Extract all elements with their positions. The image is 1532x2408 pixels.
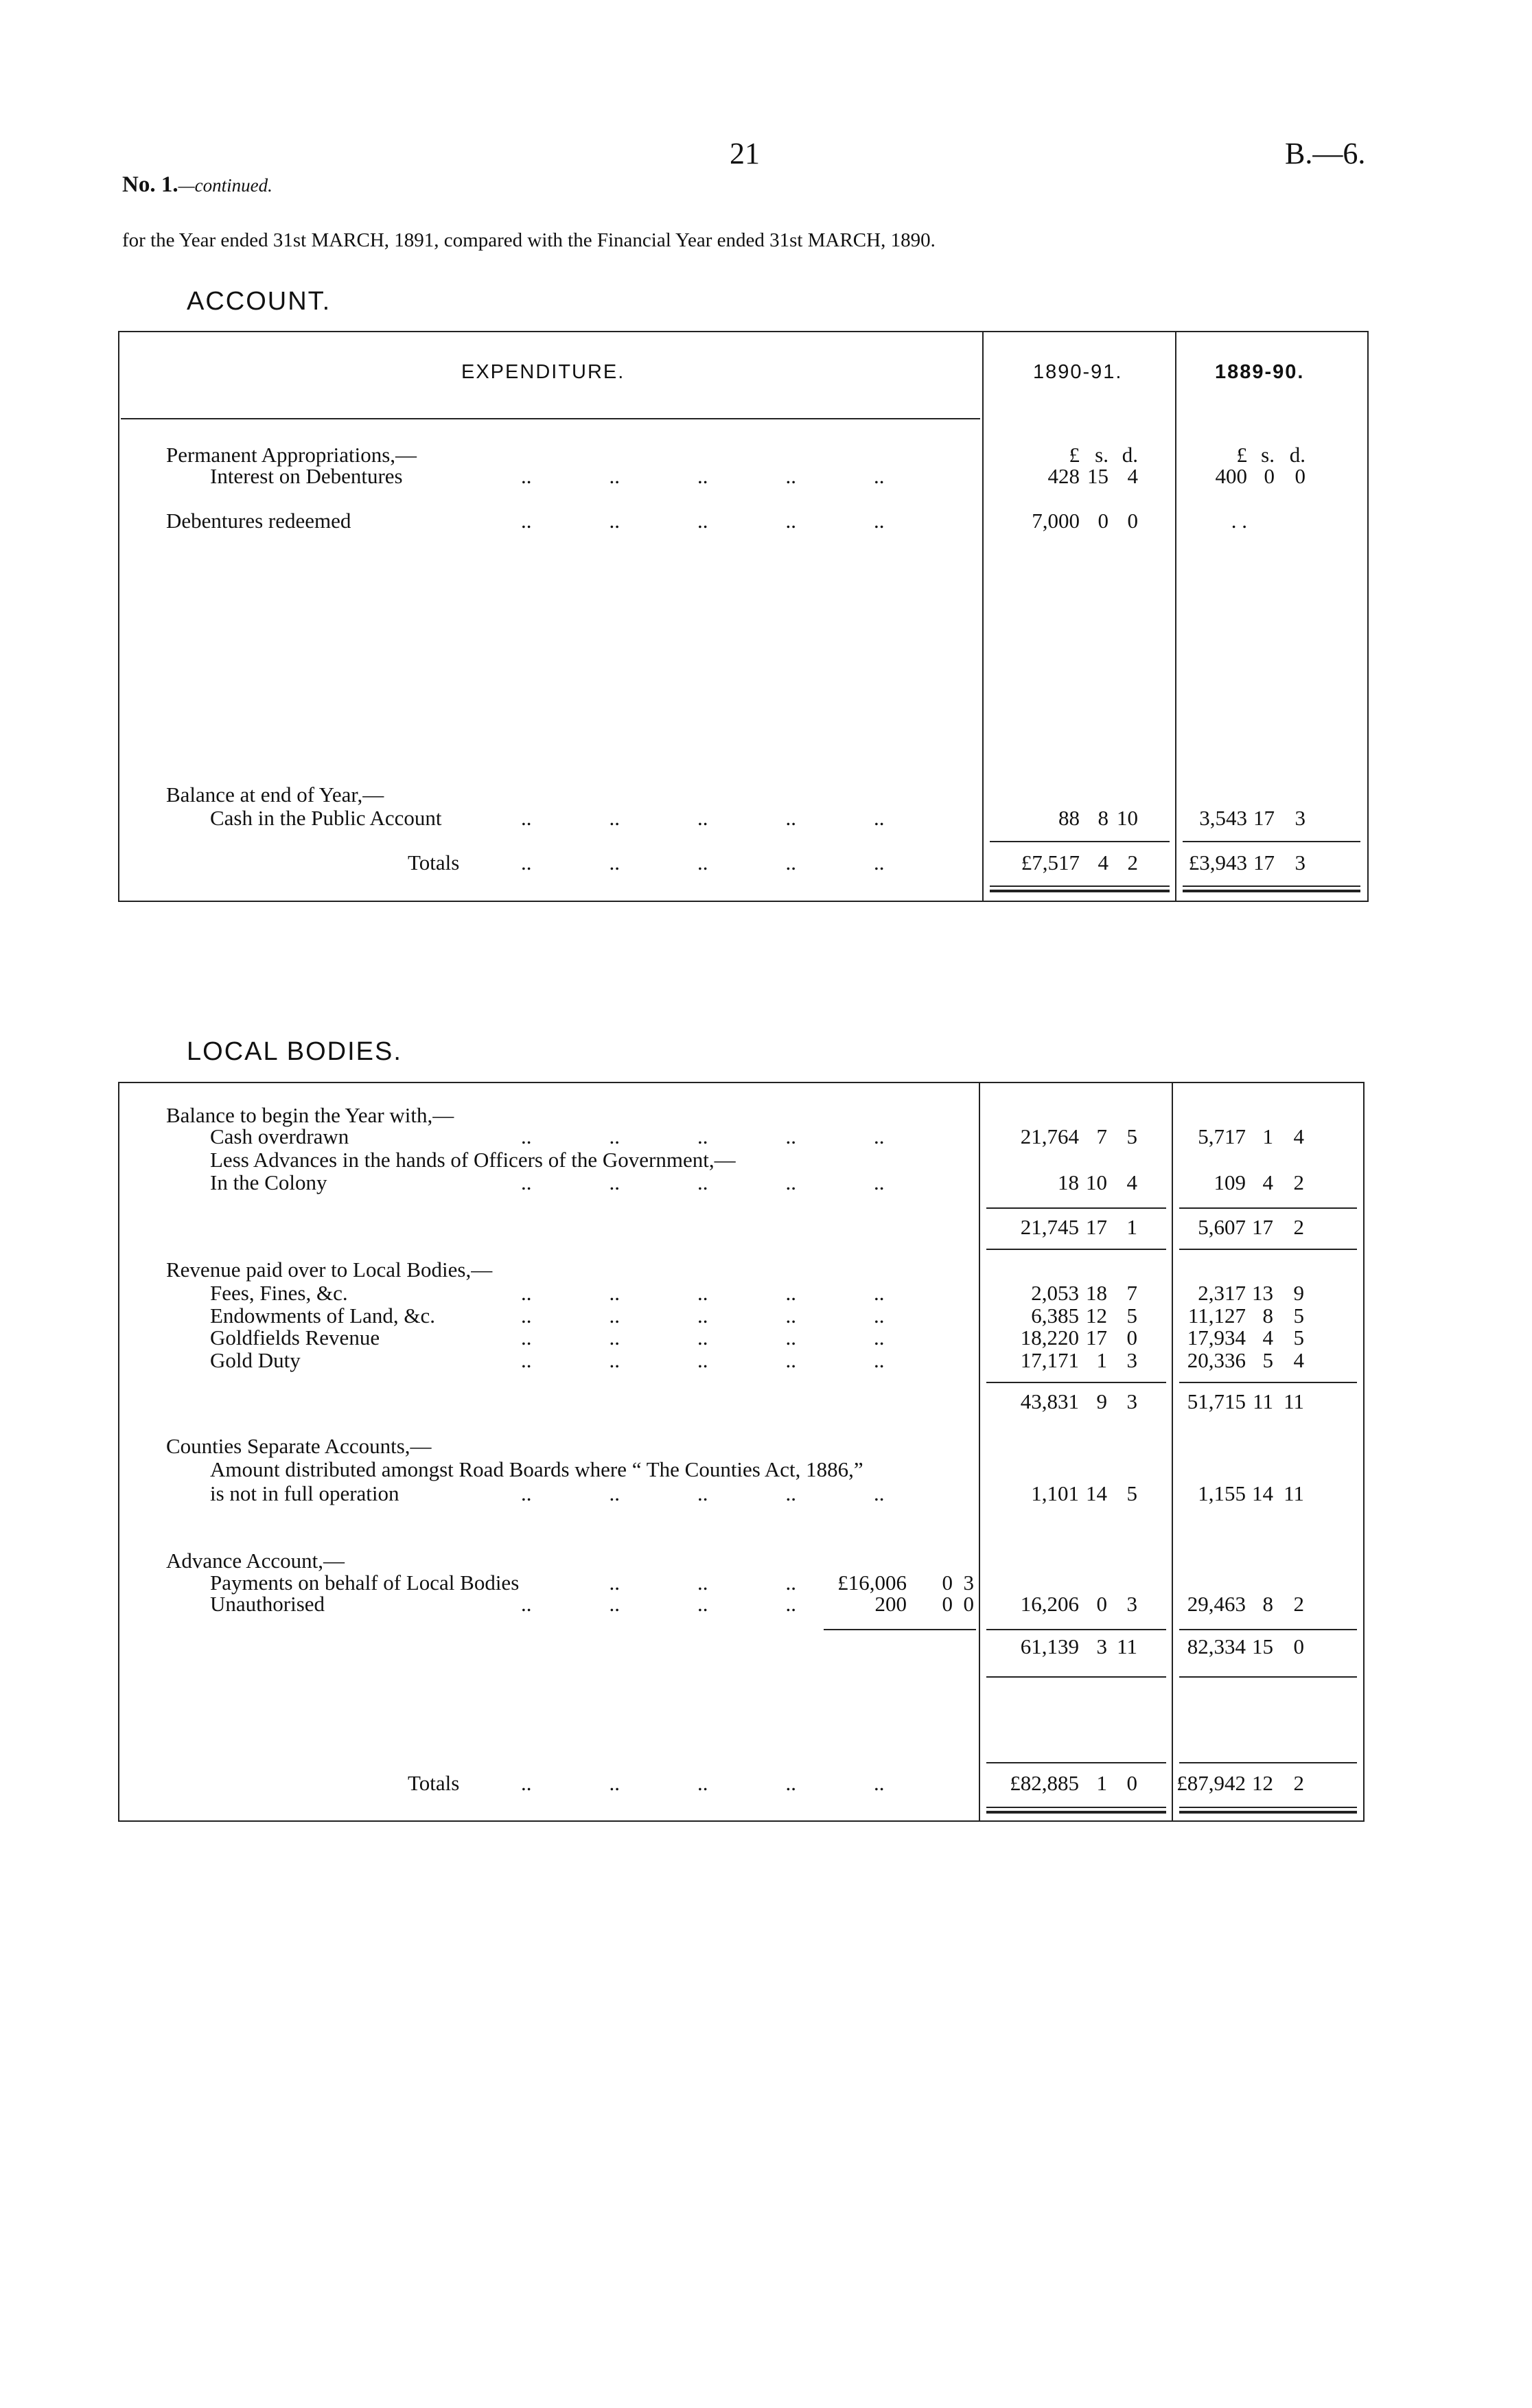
- amount-1889-90-pounds: 3,543: [1199, 806, 1247, 830]
- amount-1890-91-pence: 3: [1126, 1592, 1137, 1616]
- amount-1890-91-pence: 2: [1127, 850, 1138, 875]
- amount-1889-90-shillings: 17: [1253, 850, 1275, 875]
- dot-leader: ..: [874, 1481, 885, 1505]
- dot-leader: ..: [697, 1348, 708, 1372]
- subtotal-rule: [1179, 1676, 1357, 1678]
- amount-1890-91-pounds: 18,220: [1020, 1325, 1079, 1350]
- subtotal-rule: [1179, 1629, 1357, 1630]
- amount-1889-90-shillings: 15: [1252, 1634, 1273, 1658]
- section-number: [122, 173, 272, 197]
- dot-leader: ..: [785, 806, 796, 830]
- amount-1890-91-pence: 11: [1117, 1634, 1137, 1658]
- amount-1890-91-shillings: 17: [1086, 1215, 1107, 1239]
- dot-leader: ..: [874, 1348, 885, 1372]
- amount-1890-91-shillings: 15: [1087, 464, 1109, 488]
- amount-1889-90-pounds: 20,336: [1187, 1348, 1246, 1372]
- dot-leader: ..: [521, 1771, 532, 1795]
- amount-1889-90-pence: 4: [1293, 1124, 1304, 1148]
- amount-1890-91-pounds: 88: [1058, 806, 1080, 830]
- column-divider: [982, 331, 984, 902]
- unit-label-pence: d.: [1289, 443, 1305, 467]
- amount-1890-91-pence: 0: [1127, 509, 1138, 533]
- dot-leader: ..: [609, 1170, 620, 1194]
- amount-1889-90-pounds: 5,717: [1198, 1124, 1246, 1148]
- amount-1889-90-shillings: 4: [1262, 1170, 1273, 1194]
- double-rule: [1183, 885, 1360, 887]
- row-label: In the Colony: [210, 1170, 327, 1194]
- amount-1889-90-pounds: 29,463: [1187, 1592, 1246, 1616]
- subtotal-rule: [986, 1762, 1166, 1763]
- dot-leader: ..: [785, 1304, 796, 1328]
- amount-1890-91-pence: 5: [1126, 1124, 1137, 1148]
- subtotal-rule: [1179, 1249, 1357, 1250]
- amount-1889-90-shillings: 14: [1252, 1481, 1273, 1505]
- row-label: Gold Duty: [210, 1348, 301, 1372]
- amount-1890-91-pounds: 21,745: [1020, 1215, 1079, 1239]
- dot-leader: ..: [609, 1304, 620, 1328]
- dot-leader: ..: [521, 509, 532, 533]
- amount-1890-91-pence: 4: [1127, 464, 1138, 488]
- row-label: Cash overdrawn: [210, 1124, 349, 1148]
- dot-leader: ..: [785, 1124, 796, 1148]
- dot-leader: ..: [609, 1771, 620, 1795]
- dot-leader: ..: [697, 1304, 708, 1328]
- row-label: Balance to begin the Year with,—: [166, 1103, 454, 1127]
- row-label: Debentures redeemed: [166, 509, 351, 533]
- amount-1890-91-shillings: 14: [1086, 1481, 1107, 1505]
- table-right-border: [1363, 1082, 1365, 1822]
- dot-leader: ..: [785, 1170, 796, 1194]
- row-label: Less Advances in the hands of Officers of the Government,—: [210, 1148, 736, 1172]
- amount-1890-91-pence: 5: [1126, 1304, 1137, 1328]
- amount-1890-91-pence: 5: [1126, 1481, 1137, 1505]
- table-top-border: [118, 1082, 1365, 1083]
- amount-1890-91-pence: 0: [1126, 1771, 1137, 1795]
- row-label: Counties Separate Accounts,—: [166, 1434, 432, 1458]
- amount-1889-90-pence: 5: [1293, 1325, 1304, 1350]
- section-label: No. 1.: [122, 172, 178, 197]
- amount-1890-91-pounds: 6,385: [1031, 1304, 1079, 1328]
- table-left-border: [118, 1082, 119, 1822]
- amount-1890-91-pounds: 16,206: [1020, 1592, 1079, 1616]
- double-rule: [986, 1811, 1166, 1814]
- amount-1889-90-shillings: 13: [1252, 1281, 1273, 1305]
- double-rule: [986, 1807, 1166, 1808]
- dot-leader: ..: [697, 1481, 708, 1505]
- subtotal-rule: [1179, 1207, 1357, 1209]
- dot-leader: ..: [874, 1771, 885, 1795]
- column-divider: [1172, 1082, 1173, 1822]
- dot-leader: ..: [785, 1281, 796, 1305]
- amount-1890-91-pounds: 2,053: [1031, 1281, 1079, 1305]
- header-rule: [121, 418, 980, 419]
- inline-amount-shillings: 0: [942, 1571, 953, 1595]
- subtotal-rule: [1179, 1762, 1357, 1763]
- column-divider: [1175, 331, 1176, 902]
- amount-1889-90-pounds: £87,942: [1176, 1771, 1246, 1795]
- dot-leader: ..: [874, 1124, 885, 1148]
- dot-leader: ..: [874, 1170, 885, 1194]
- amount-1890-91-shillings: 10: [1086, 1170, 1107, 1194]
- amount-1890-91-shillings: 0: [1096, 1592, 1107, 1616]
- column-divider: [979, 1082, 980, 1822]
- dot-leader: ..: [697, 850, 708, 875]
- row-label: Goldfields Revenue: [210, 1325, 380, 1350]
- dot-leader: ..: [874, 806, 885, 830]
- row-label: Interest on Debentures: [210, 464, 403, 488]
- dot-leader: ..: [785, 1348, 796, 1372]
- table-bottom-border: [118, 1820, 1365, 1822]
- amount-1889-90-pounds: . .: [1231, 509, 1247, 533]
- dot-leader: ..: [785, 464, 796, 488]
- subtotal-rule: [986, 1207, 1166, 1209]
- amount-1889-90-shillings: 8: [1262, 1592, 1273, 1616]
- amount-1890-91-pounds: £7,517: [1021, 850, 1080, 875]
- amount-1889-90-pounds: 109: [1214, 1170, 1246, 1194]
- dot-leader: ..: [785, 1771, 796, 1795]
- amount-1889-90-shillings: 0: [1264, 464, 1275, 488]
- row-label: Cash in the Public Account: [210, 806, 442, 830]
- amount-1890-91-shillings: 9: [1096, 1389, 1107, 1413]
- amount-1889-90-shillings: 1: [1262, 1124, 1273, 1148]
- inline-amount-pence: 0: [963, 1592, 974, 1616]
- dot-leader: ..: [609, 1325, 620, 1350]
- inline-subtotal-rule: [824, 1629, 976, 1630]
- amount-1890-91-shillings: 18: [1086, 1281, 1107, 1305]
- subtotal-rule: [986, 1676, 1166, 1678]
- amount-1890-91-pence: 4: [1126, 1170, 1137, 1194]
- year-heading-1889-90: 1889-90.: [1215, 361, 1305, 383]
- amount-1890-91-pounds: 428: [1047, 464, 1080, 488]
- dot-leader: ..: [697, 806, 708, 830]
- row-label: Totals: [408, 1771, 460, 1795]
- dot-leader: ..: [874, 464, 885, 488]
- row-label: Revenue paid over to Local Bodies,—: [166, 1258, 493, 1282]
- subtotal-rule: [1179, 1382, 1357, 1383]
- amount-1890-91-shillings: 12: [1086, 1304, 1107, 1328]
- amount-1890-91-pence: 7: [1126, 1281, 1137, 1305]
- row-label: Endowments of Land, &c.: [210, 1304, 436, 1328]
- amount-1890-91-shillings: 4: [1098, 850, 1109, 875]
- dot-leader: ..: [521, 1124, 532, 1148]
- dot-leader: ..: [874, 509, 885, 533]
- amount-1889-90-pence: 5: [1293, 1304, 1304, 1328]
- expenditure-heading: EXPENDITURE.: [461, 361, 625, 383]
- year-heading-1890-91: 1890-91.: [1033, 361, 1123, 383]
- amount-1889-90-pence: 2: [1293, 1592, 1304, 1616]
- amount-1889-90-shillings: 12: [1252, 1771, 1273, 1795]
- amount-1889-90-pence: 4: [1293, 1348, 1304, 1372]
- amount-1890-91-pence: 1: [1126, 1215, 1137, 1239]
- row-label: Payments on behalf of Local Bodies: [210, 1571, 520, 1595]
- dot-leader: ..: [521, 1325, 532, 1350]
- amount-1889-90-pounds: 400: [1215, 464, 1247, 488]
- total-rule: [990, 841, 1170, 842]
- amount-1889-90-pence: 2: [1293, 1170, 1304, 1194]
- amount-1889-90-pence: 11: [1284, 1481, 1304, 1505]
- amount-1889-90-shillings: 5: [1262, 1348, 1273, 1372]
- subtotal-rule: [986, 1249, 1166, 1250]
- amount-1890-91-pence: 3: [1126, 1389, 1137, 1413]
- amount-1889-90-pence: 3: [1295, 850, 1305, 875]
- row-label: Totals: [408, 850, 460, 875]
- dot-leader: ..: [609, 1592, 620, 1616]
- amount-1890-91-pounds: 1,101: [1031, 1481, 1079, 1505]
- subtotal-rule: [986, 1382, 1166, 1383]
- dot-leader: ..: [697, 1592, 708, 1616]
- dot-leader: ..: [874, 850, 885, 875]
- amount-1889-90-pounds: 51,715: [1187, 1389, 1246, 1413]
- table-bottom-border: [118, 901, 1369, 902]
- amount-1890-91-pounds: 18: [1058, 1170, 1079, 1194]
- amount-1890-91-pounds: 21,764: [1020, 1124, 1079, 1148]
- amount-1890-91-shillings: 1: [1096, 1348, 1107, 1372]
- dot-leader: ..: [609, 1571, 620, 1595]
- unit-label-shillings: s.: [1261, 443, 1275, 467]
- dot-leader: ..: [785, 509, 796, 533]
- amount-1889-90-pounds: 82,334: [1187, 1634, 1246, 1658]
- dot-leader: ..: [609, 1481, 620, 1505]
- row-label: Fees, Fines, &c.: [210, 1281, 348, 1305]
- dot-leader: ..: [697, 1281, 708, 1305]
- dot-leader: ..: [521, 1348, 532, 1372]
- amount-1889-90-shillings: 17: [1252, 1215, 1273, 1239]
- dot-leader: ..: [609, 1124, 620, 1148]
- amount-1889-90-shillings: 4: [1262, 1325, 1273, 1350]
- dot-leader: ..: [521, 464, 532, 488]
- dot-leader: ..: [697, 509, 708, 533]
- unit-label-pence: d.: [1122, 443, 1138, 467]
- double-rule: [990, 885, 1170, 887]
- amount-1889-90-shillings: 17: [1253, 806, 1275, 830]
- dot-leader: ..: [785, 1592, 796, 1616]
- amount-1889-90-pounds: £3,943: [1188, 850, 1247, 875]
- dot-leader: ..: [521, 1170, 532, 1194]
- amount-1890-91-pounds: 7,000: [1032, 509, 1080, 533]
- dot-leader: ..: [609, 509, 620, 533]
- row-label: Advance Account,—: [166, 1549, 345, 1573]
- amount-1889-90-pence: 2: [1293, 1215, 1304, 1239]
- amount-1889-90-pounds: 2,317: [1198, 1281, 1246, 1305]
- dot-leader: ..: [785, 1325, 796, 1350]
- amount-1889-90-pounds: 17,934: [1187, 1325, 1246, 1350]
- amount-1890-91-pounds: 61,139: [1020, 1634, 1079, 1658]
- dot-leader: ..: [521, 1281, 532, 1305]
- amount-1890-91-shillings: 8: [1098, 806, 1109, 830]
- account-title: ACCOUNT.: [187, 287, 332, 316]
- amount-1889-90-pence: 3: [1295, 806, 1305, 830]
- table-top-border: [118, 331, 1369, 332]
- double-rule: [1179, 1811, 1357, 1814]
- amount-1889-90-pounds: 11,127: [1187, 1304, 1246, 1328]
- amount-1890-91-shillings: 17: [1086, 1325, 1107, 1350]
- unit-label-pounds: £: [1069, 443, 1080, 467]
- dot-leader: ..: [874, 1304, 885, 1328]
- amount-1890-91-pounds: 17,171: [1020, 1348, 1079, 1372]
- dot-leader: ..: [697, 1571, 708, 1595]
- double-rule: [1179, 1807, 1357, 1808]
- unit-label-shillings: s.: [1095, 443, 1109, 467]
- amount-1890-91-shillings: 7: [1096, 1124, 1107, 1148]
- dot-leader: ..: [697, 1124, 708, 1148]
- local-bodies-title: LOCAL BODIES.: [187, 1037, 402, 1066]
- amount-1889-90-shillings: 8: [1262, 1304, 1273, 1328]
- amount-1890-91-pence: 0: [1126, 1325, 1137, 1350]
- dot-leader: ..: [697, 1771, 708, 1795]
- amount-1889-90-pence: 0: [1293, 1634, 1304, 1658]
- amount-1889-90-pence: 9: [1293, 1281, 1304, 1305]
- dot-leader: ..: [521, 1304, 532, 1328]
- dot-leader: ..: [609, 806, 620, 830]
- unit-label-pounds: £: [1236, 443, 1247, 467]
- continued-label: —continued.: [178, 175, 272, 196]
- dot-leader: ..: [874, 1281, 885, 1305]
- inline-amount-shillings: 0: [942, 1592, 953, 1616]
- dot-leader: ..: [609, 464, 620, 488]
- dot-leader: ..: [697, 1325, 708, 1350]
- dot-leader: ..: [609, 850, 620, 875]
- amount-1890-91-pounds: £82,885: [1010, 1771, 1079, 1795]
- row-label: Unauthorised: [210, 1592, 325, 1616]
- dot-leader: ..: [609, 1281, 620, 1305]
- amount-1889-90-pence: 11: [1284, 1389, 1304, 1413]
- dot-leader: ..: [521, 1592, 532, 1616]
- amount-1889-90-pounds: 1,155: [1198, 1481, 1246, 1505]
- amount-1889-90-pence: 2: [1293, 1771, 1304, 1795]
- row-label: Amount distributed amongst Road Boards where “ The Counties Act, 1886,”: [210, 1457, 863, 1481]
- dot-leader: ..: [521, 806, 532, 830]
- amount-1889-90-pounds: 5,607: [1198, 1215, 1246, 1239]
- page-number: 21: [730, 137, 760, 170]
- double-rule: [1183, 890, 1360, 892]
- table-right-border: [1367, 331, 1369, 902]
- table-left-border: [118, 331, 119, 902]
- dot-leader: ..: [785, 1571, 796, 1595]
- amount-1890-91-shillings: 1: [1096, 1771, 1107, 1795]
- dot-leader: ..: [521, 850, 532, 875]
- amount-1890-91-pence: 3: [1126, 1348, 1137, 1372]
- amount-1889-90-pence: 0: [1295, 464, 1305, 488]
- dot-leader: ..: [874, 1325, 885, 1350]
- amount-1890-91-shillings: 0: [1098, 509, 1109, 533]
- amount-1890-91-pence: 10: [1117, 806, 1138, 830]
- dot-leader: ..: [785, 1481, 796, 1505]
- row-label: is not in full operation: [210, 1481, 399, 1505]
- dot-leader: ..: [785, 850, 796, 875]
- document-reference: B.—6.: [1285, 137, 1366, 170]
- dot-leader: ..: [697, 464, 708, 488]
- inline-amount-pence: 3: [963, 1571, 974, 1595]
- inline-amount-pounds: £16,006: [837, 1571, 907, 1595]
- page-subtitle: for the Year ended 31st MARCH, 1891, compared with the Financial Year ended 31st MARCH, 1890.: [122, 229, 936, 251]
- amount-1890-91-shillings: 3: [1096, 1634, 1107, 1658]
- total-rule: [1183, 841, 1360, 842]
- double-rule: [990, 890, 1170, 892]
- dot-leader: ..: [697, 1170, 708, 1194]
- amount-1889-90-shillings: 11: [1253, 1389, 1273, 1413]
- amount-1890-91-pounds: 43,831: [1020, 1389, 1079, 1413]
- row-label: Balance at end of Year,—: [166, 783, 384, 807]
- row-label: Permanent Appropriations,—: [166, 443, 417, 467]
- subtotal-rule: [986, 1629, 1166, 1630]
- inline-amount-pounds: 200: [874, 1592, 907, 1616]
- dot-leader: ..: [521, 1481, 532, 1505]
- dot-leader: ..: [609, 1348, 620, 1372]
